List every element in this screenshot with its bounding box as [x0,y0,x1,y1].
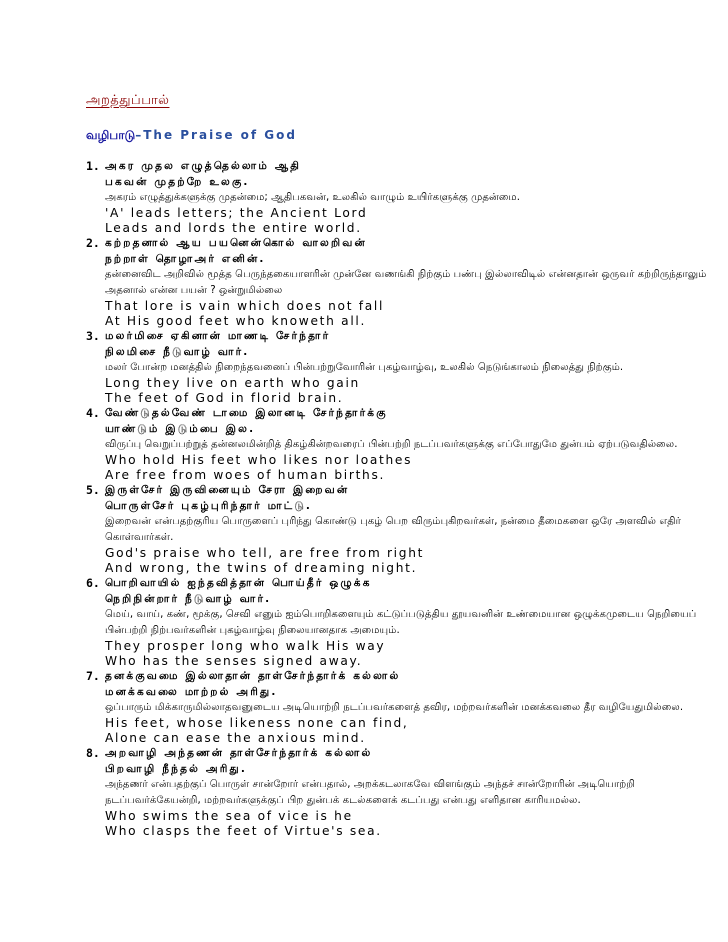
chapter-tamil: வழிபாடு [86,128,136,142]
verse-tamil-line-2: பகவன் முதற்றே உலகு. [105,176,250,188]
verse-tamil-line-2: பிறவாழி நீந்தல் அரிது. [105,763,248,775]
verse-block [86,482,716,575]
verse-english-line-1: That lore is vain which does not fall [105,299,385,313]
verse-body [105,328,716,405]
verse-body [105,668,716,745]
verse-meaning: அகரம் எழுத்துக்களுக்கு முதன்மை; ஆதிபகவன், உலகில் வாழும் உயிர்களுக்கு முதன்மை. [105,192,520,203]
verse-tamil-line-1: இருள்சேர் இருவினையும் சேரா இறைவன் [105,484,350,496]
verse-english-line-2: At His good feet who knoweth all. [105,313,367,328]
verse-english-line-2: Are free from woes of human births. [105,467,386,482]
verse-tamil-line-1: தனக்குவமை இல்லாதான் தாள்சேர்ந்தார்க் கல்லால் [105,670,401,682]
verse-english-line-1: God's praise who tell, are free from right [105,546,425,560]
verse-english-line-2: Who clasps the feet of Virtue's sea. [105,823,382,838]
verse-tamil-line-2: நெறிநின்றார் நீடுவாழ் வார். [105,593,272,605]
verse-number: 2. [86,236,100,250]
verse-number: 4. [86,406,100,420]
verse-tamil-line-1: அகர முதல எழுத்தெல்லாம் ஆதி [105,160,302,172]
verse-tamil-line-1: கற்றதனால் ஆய பயனென்கொல் வாலறிவன் [105,237,367,249]
verse-body [105,482,716,575]
verse-english-line-2: The feet of God in florid brain. [105,390,344,405]
verse-block [86,745,716,838]
verse-tamil-line-2: பொருள்சேர் புகழ்புரிந்தார் மாட்டு. [105,500,313,512]
verse-tamil-line-1: பொறிவாயில் ஐந்தவித்தான் பொய்தீர் ஒழுக்க [105,577,372,589]
verse-body [105,575,716,668]
verse-tamil-line-1: அறவாழி அந்தணன் தாள்சேர்ந்தார்க் கல்லால் [105,747,373,759]
verse-body [105,235,716,328]
verse-english-line-1: They prosper long who walk His way [105,639,386,653]
chapter-english: –The Praise of God [135,128,297,142]
verse-tamil-line-2: நிலமிசை நீடுவாழ் வார். [105,346,250,358]
verse-english-line-1: 'A' leads letters; the Ancient Lord [105,206,368,220]
verse-number: 5. [86,483,100,497]
verse-meaning: மெய், வாய், கண், மூக்கு, செவி எனும் ஐம்பொறிகளையும் கட்டுப்படுத்திய தூயவனின் உண்மையான ஒழுக்கமுடைய நெறியைப் பின்பற்றி நிற்பவர்களின் புகழ்வாழ்வு நிலையானதாக அமையும். [105,609,697,636]
verse-meaning: இறைவன் என்பதற்குரிய பொருளைப் புரிந்து கொண்டு புகழ் பெற விரும்புகிறவர்கள், நன்மை தீமைகளை ஒரே அளவில் எதிர் கொள்வார்கள். [105,516,681,543]
verse-english-line-1: Who hold His feet who likes nor loathes [105,453,413,467]
verse-body [105,405,716,482]
chapter-heading [86,128,297,144]
verse-english-line-2: And wrong, the twins of dreaming night. [105,560,418,575]
verse-tamil-line-1: மலர்மிசை ஏகினான் மாணடி சேர்ந்தார் [105,330,331,342]
verse-block [86,158,716,235]
verse-number: 6. [86,576,100,590]
verse-number: 7. [86,669,100,683]
verse-english-line-2: Who has the senses signed away. [105,653,363,668]
verse-number: 8. [86,746,100,760]
verse-number: 3. [86,329,100,343]
section-title: அறத்துப்பால் [86,93,170,108]
verse-list [86,158,716,838]
verse-block [86,668,716,745]
verse-english-line-1: Long they live on earth who gain [105,376,360,390]
verse-tamil-line-2: நற்றாள் தொழாஅர் எனின். [105,253,266,265]
verse-english-line-2: Leads and lords the entire world. [105,220,362,235]
verse-english-line-1: His feet, whose likeness none can find, [105,716,409,730]
verse-tamil-line-1: வேண்டுதல்வேண் டாமை இலானடி சேர்ந்தார்க்கு [105,407,388,419]
verse-meaning: விருப்பு வெறுப்பற்றுத் தன்னலமின்றித் திகழ்கின்றவரைப் பின்பற்றி நடப்பவர்களுக்கு எப்போதுமே துன்பம் ஏற்படுவதில்லை. [105,439,678,450]
verse-tamil-line-2: மனக்கவலை மாற்றல் அரிது. [105,686,278,698]
verse-block [86,575,716,668]
verse-number: 1. [86,159,100,173]
verse-tamil-line-2: யாண்டும் இடும்பை இல. [105,423,256,435]
verse-block [86,328,716,405]
verse-body [105,745,716,838]
verse-english-line-1: Who swims the sea of vice is he [105,809,353,823]
verse-meaning: அந்தணர் என்பதற்குப் பொருள் சான்றோர் என்பதால், அறக்கடலாகவே விளங்கும் அந்தச் சான்றோரின் அடியொற்றி நடப்பவர்க்கேயன்றி, மற்றவர்களுக்குப் பிற துன்பக் கடல்களைக் கடப்பது என்பது எளிதான காரியமல்ல. [105,779,636,806]
verse-meaning: தன்னைவிட அறிவில் மூத்த பெருந்தகையாளரின் முன்னே வணங்கி நிற்கும் பண்பு இல்லாவிடில் என்னதான் ஒருவர் கற்றிருந்தாலும் அதனால் என்ன பயன் ? ஒன்றுமில்லை [105,269,707,296]
verse-meaning: மலர் போன்ற மனத்தில் நிறைந்தவனைப் பின்பற்றுவோரின் புகழ்வாழ்வு, உலகில் நெடுங்காலம் நிலைத்து நிற்கும். [105,362,624,373]
verse-block [86,235,716,328]
verse-block [86,405,716,482]
verse-body [105,158,716,235]
verse-meaning: ஒப்பாரும் மிக்காருமில்லாதவனுடைய அடியொற்றி நடப்பவர்களைத் தவிர, மற்றவர்களின் மனக்கவலை தீர வழியேதுமில்லை. [105,702,684,713]
verse-english-line-2: Alone can ease the anxious mind. [105,730,366,745]
